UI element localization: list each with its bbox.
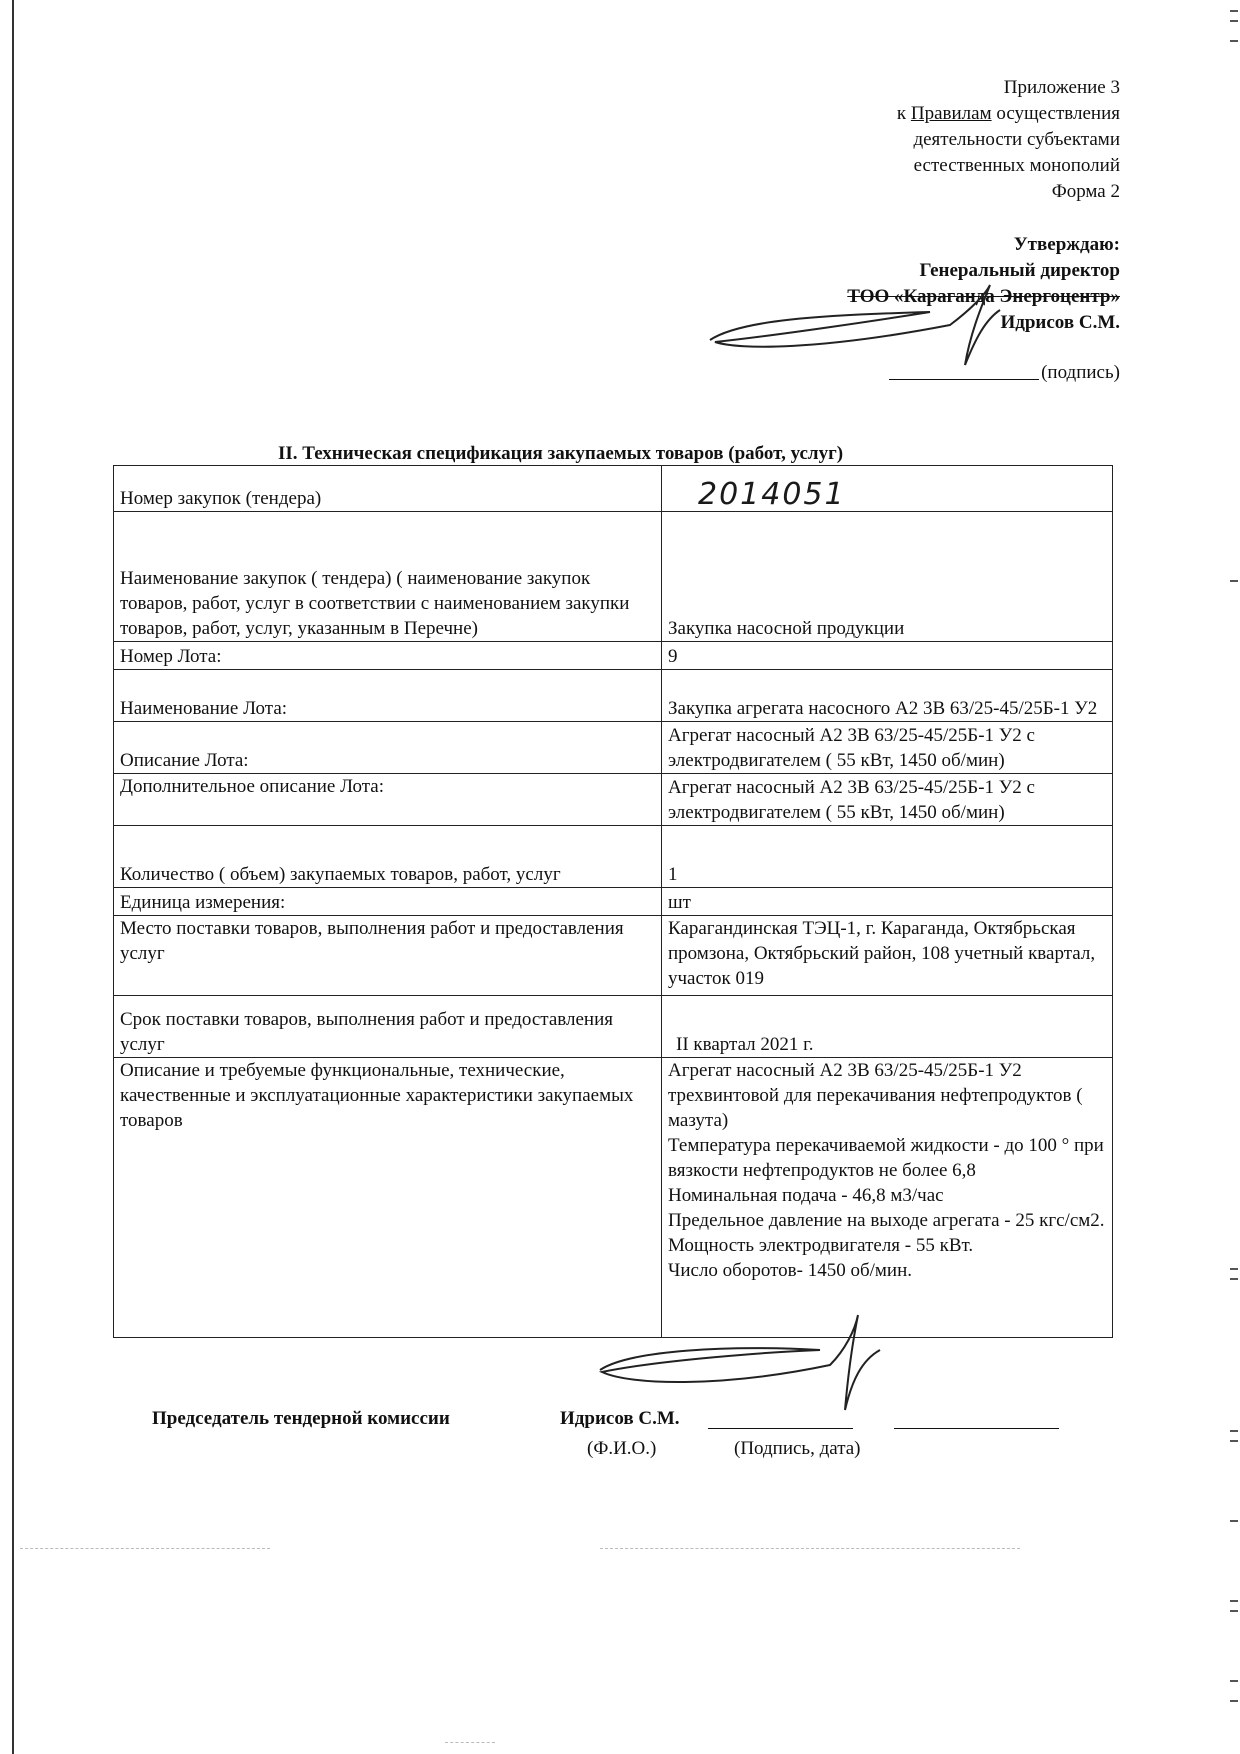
chairman-name: Идрисов С.М.: [560, 1408, 680, 1429]
row-label: Дополнительное описание Лота:: [114, 774, 662, 826]
characteristic-line: Число оборотов- 1450 об/мин.: [668, 1260, 913, 1281]
sign-date-caption: (Подпись, дата): [734, 1438, 861, 1459]
characteristic-line: Температура перекачиваемой жидкости - до 100 ° при вязкости нефтепродуктов не более 6,8: [668, 1135, 1104, 1181]
row-label: Единица измерения:: [114, 888, 662, 916]
row-label: Номер Лота:: [114, 642, 662, 670]
row-value: 9: [662, 642, 1113, 670]
scan-artifact-line: [600, 1548, 1020, 1550]
table-row: [114, 722, 1113, 774]
signature-caption: (подпись): [1041, 362, 1120, 383]
table-row: [114, 888, 1113, 916]
row-label: Номер закупок (тендера): [114, 466, 662, 512]
characteristic-line: Предельное давление на выходе агрегата - 25 кгс/см2.: [668, 1210, 1105, 1231]
rules-reference-line4: естественных монополий: [913, 155, 1120, 176]
row-label: Наименование Лота:: [114, 670, 662, 722]
approver-position: Генеральный директор: [919, 260, 1120, 281]
row-value: Закупка насосной продукции: [662, 512, 1113, 642]
table-row: [114, 1058, 1113, 1338]
characteristics-list: [662, 1058, 1113, 1338]
row-label: Описание Лота:: [114, 722, 662, 774]
table-row: [114, 512, 1113, 642]
table-row: [114, 996, 1113, 1058]
row-value: Агрегат насосный А2 3В 63/25-45/25Б-1 У2 с электродвигателем ( 55 кВт, 1450 об/мин): [662, 774, 1113, 826]
row-value: Закупка агрегата насосного А2 3В 63/25-45/25Б-1 У2: [662, 670, 1113, 722]
table-row: [114, 916, 1113, 996]
approver-name: Идрисов С.М.: [1000, 312, 1120, 333]
signature-line: [708, 1428, 853, 1429]
row-label: Наименование закупок ( тендера) ( наименование закупок товаров, работ, услуг в соответствии с наименованием закупки товаров, работ, услуг, указанным в Перечне): [114, 512, 662, 642]
table-row: [114, 826, 1113, 888]
row-label: Описание и требуемые функциональные, технические, качественные и эксплуатационные характеристики закупаемых товаров: [114, 1058, 662, 1338]
date-line: [894, 1428, 1059, 1429]
table-row: [114, 466, 1113, 512]
characteristic-line: Номинальная подача - 46,8 м3/час: [668, 1185, 944, 1206]
characteristic-line: Агрегат насосный А2 3В 63/25-45/25Б-1 У2 трехвинтовой для перекачивания нефтепродуктов ( мазута): [668, 1060, 1083, 1131]
rules-reference: к Правилам осуществления: [896, 103, 1120, 124]
rules-reference-line3: деятельности субъектами: [913, 129, 1120, 150]
row-value: 1: [662, 826, 1113, 888]
technical-specification-table: [113, 465, 1113, 1338]
scan-artifact-line: [20, 1548, 270, 1550]
appendix-number: Приложение 3: [1003, 77, 1120, 98]
tender-number-handwritten: 2014051: [662, 466, 1113, 512]
appendix-header: [897, 75, 1120, 205]
form-number: Форма 2: [1051, 181, 1120, 202]
row-value: Карагандинская ТЭЦ-1, г. Караганда, Октябрьская промзона, Октябрьский район, 108 учетный квартал, участок 019: [662, 916, 1113, 996]
row-value: Агрегат насосный А2 3В 63/25-45/25Б-1 У2 с электродвигателем ( 55 кВт, 1450 об/мин): [662, 722, 1113, 774]
page-left-edge-line: [12, 0, 14, 1754]
table-row: [114, 642, 1113, 670]
rules-link[interactable]: Правилам: [910, 103, 992, 124]
scan-artifact-line: [445, 1742, 495, 1744]
row-value: II квартал 2021 г.: [662, 996, 1113, 1058]
table-row: [114, 774, 1113, 826]
chairman-signature: [590, 1310, 890, 1420]
chairman-title: Председатель тендерной комиссии: [152, 1408, 450, 1429]
row-label: Срок поставки товаров, выполнения работ и предоставления услуг: [114, 996, 662, 1058]
table-row: [114, 670, 1113, 722]
row-value: шт: [662, 888, 1113, 916]
section-title: II. Техническая спецификация закупаемых товаров (работ, услуг): [278, 443, 844, 464]
director-signature-line: [889, 362, 1120, 384]
row-label: Место поставки товаров, выполнения работ и предоставления услуг: [114, 916, 662, 996]
fio-caption: (Ф.И.О.): [587, 1438, 657, 1459]
characteristic-line: Мощность электродвигателя - 55 кВт.: [668, 1235, 974, 1256]
approver-organization: ТОО «Караганда Энергоцентр»: [847, 286, 1120, 307]
row-label: Количество ( объем) закупаемых товаров, работ, услуг: [114, 826, 662, 888]
page-right-edge-marks: [1226, 0, 1240, 1754]
approve-label: Утверждаю:: [1013, 234, 1120, 255]
